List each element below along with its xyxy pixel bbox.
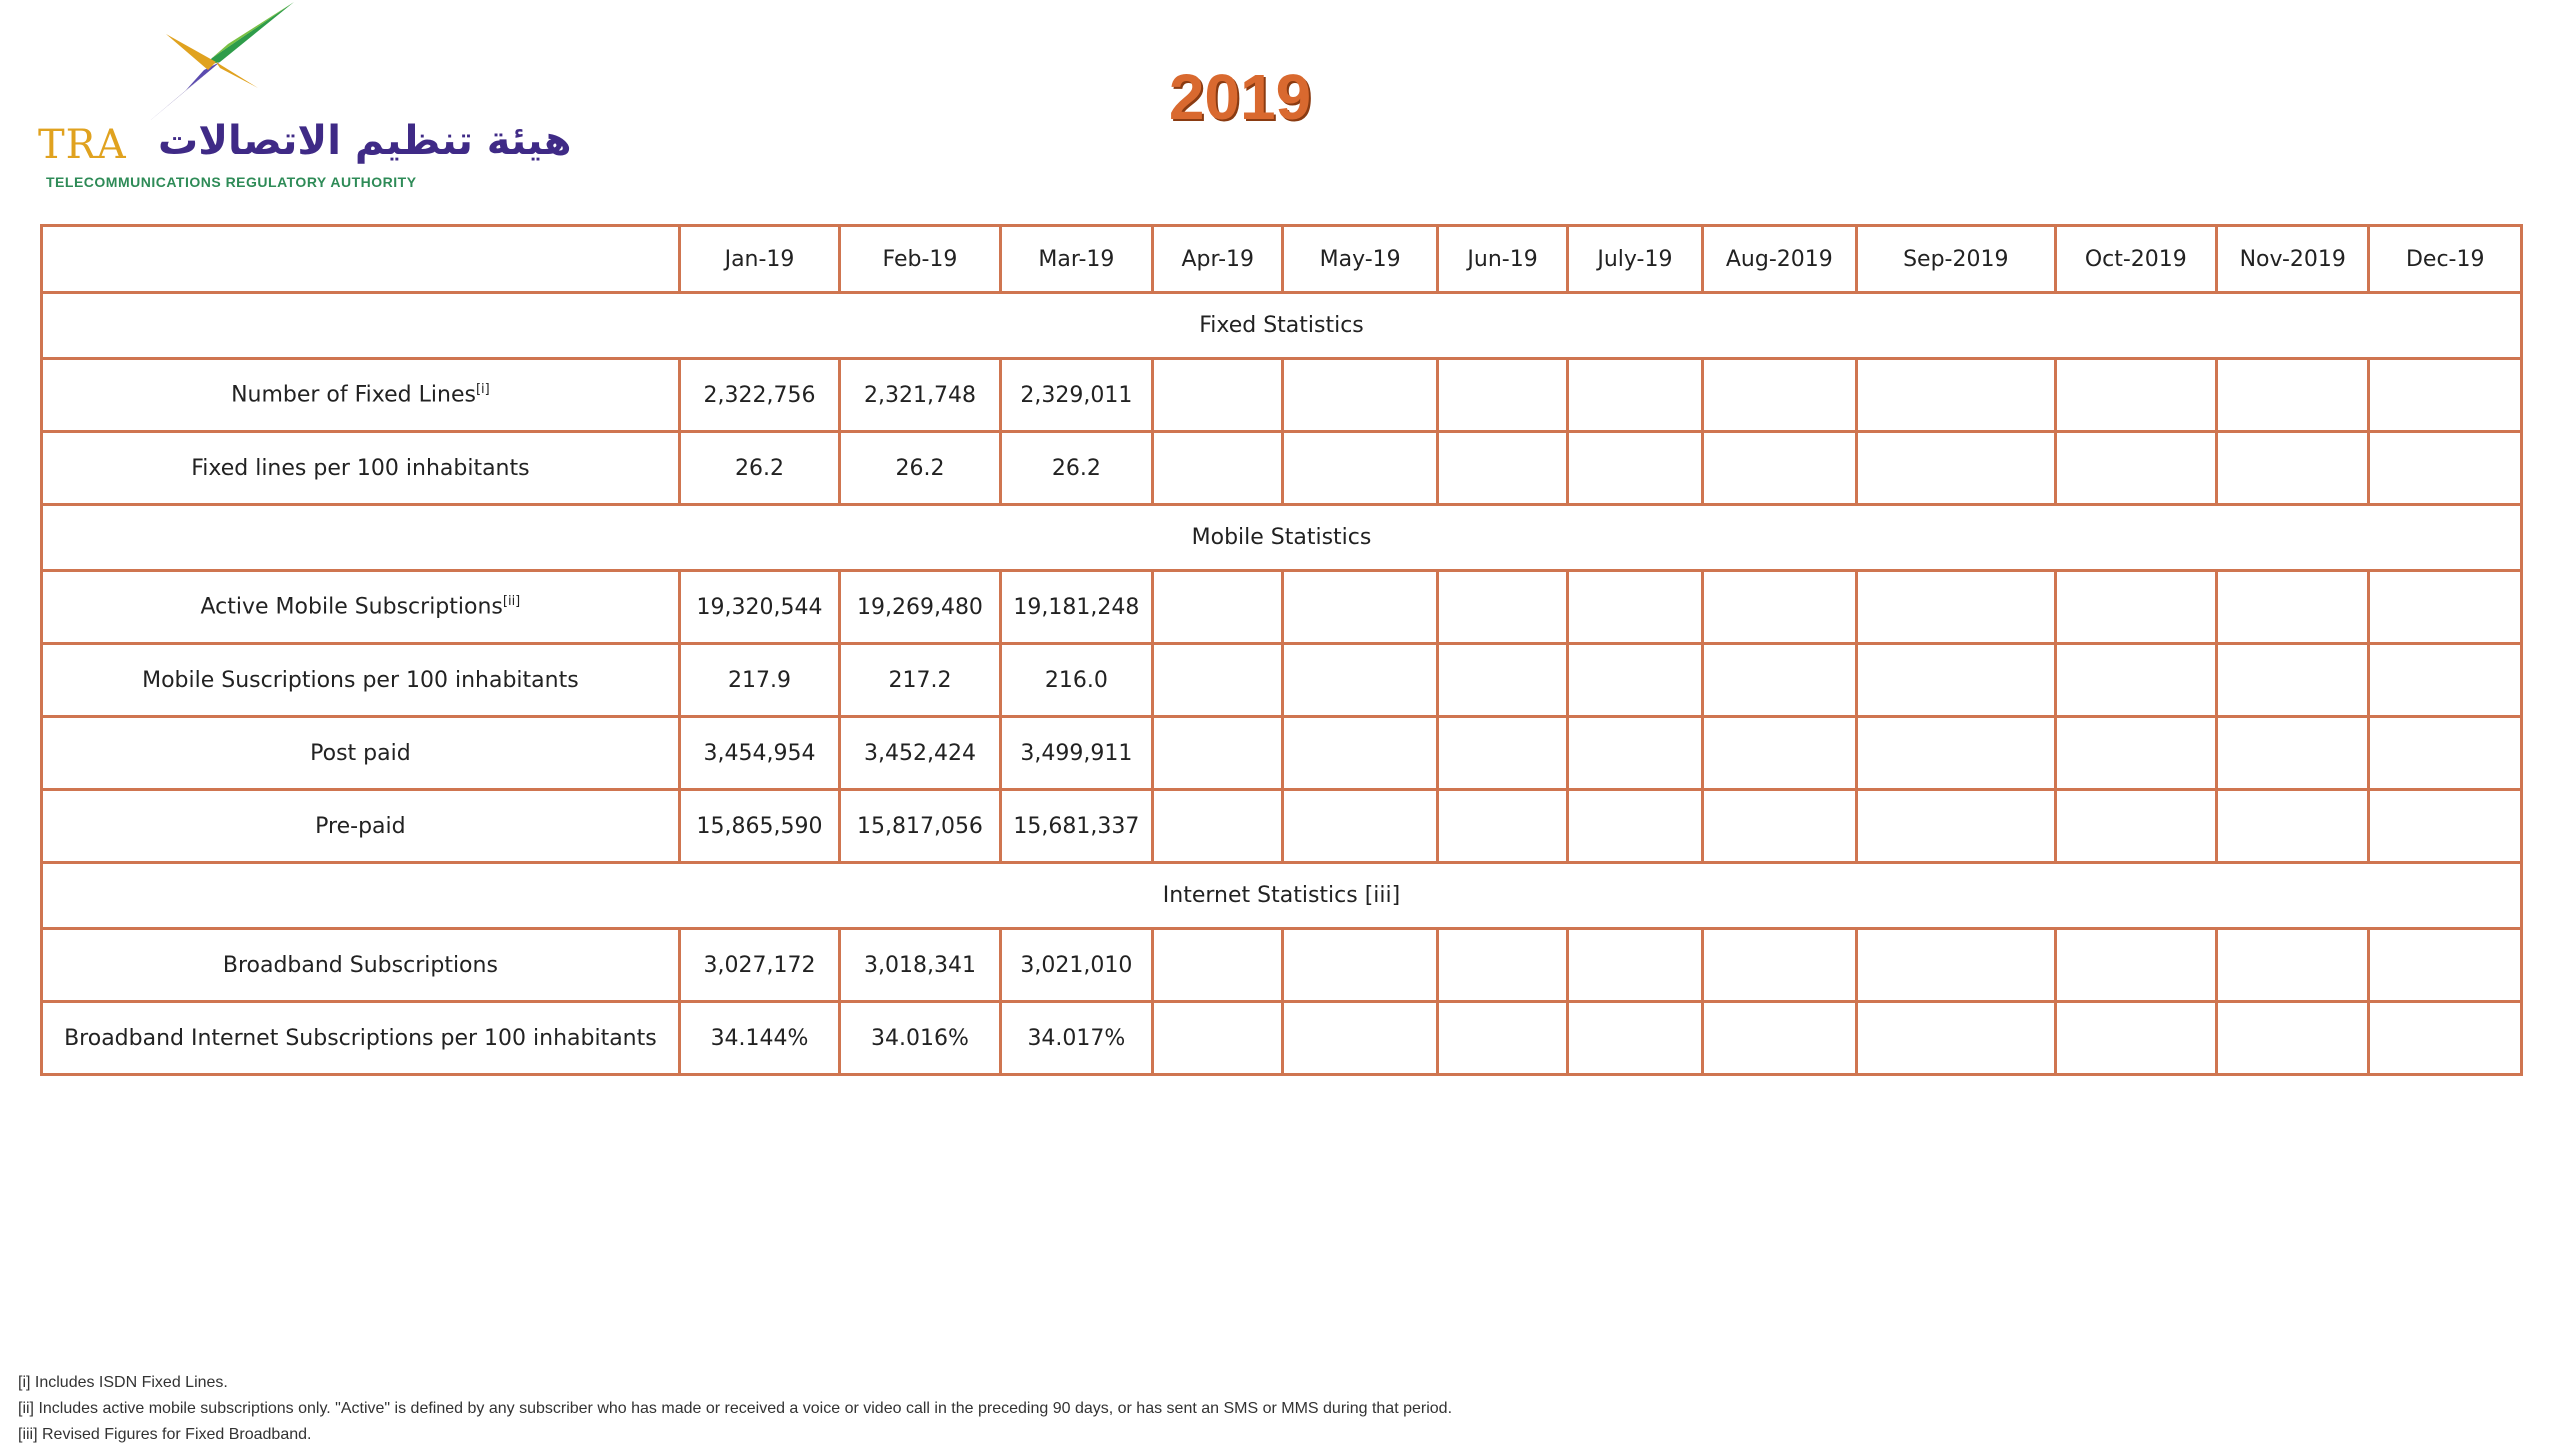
table-body [42,226,2522,1075]
row-label-cell [42,644,680,717]
table-row [42,1002,2522,1075]
row-label: Post paid [310,740,411,766]
value-cell: 26.2 [679,432,839,505]
month-header: Mar-19 [1000,226,1152,293]
value-cell: 216.0 [1000,644,1152,717]
value-cell [1283,571,1437,644]
value-cell [1437,571,1567,644]
value-cell: 26.2 [1000,432,1152,505]
value-cell: 34.016% [840,1002,1000,1075]
tra-x-emblem-icon [108,0,308,120]
month-header: Nov-2019 [2217,226,2369,293]
value-cell [2369,359,2522,432]
value-cell [2217,432,2369,505]
value-cell [2055,790,2216,863]
value-cell [1857,359,2056,432]
month-header: Sep-2019 [1857,226,2056,293]
value-cell [1702,571,1856,644]
value-cell: 3,027,172 [679,929,839,1002]
value-cell [1857,790,2056,863]
table-row [42,717,2522,790]
row-label: Fixed lines per 100 inhabitants [191,455,530,481]
value-cell [1857,571,2056,644]
value-cell [2217,790,2369,863]
value-cell [2369,644,2522,717]
month-header: Aug-2019 [1702,226,1856,293]
row-label: Broadband Internet Subscriptions per 100 inhabitants [64,1025,657,1051]
logo-tra-text: TRA [38,122,127,168]
value-cell [1283,644,1437,717]
value-cell: 19,269,480 [840,571,1000,644]
statistics-table [40,224,2523,1076]
value-cell [1568,571,1702,644]
value-cell [1857,1002,2056,1075]
value-cell [1153,929,1283,1002]
footnote-reference: [i] [475,382,490,398]
value-cell [1568,432,1702,505]
month-header: Oct-2019 [2055,226,2216,293]
value-cell [1702,644,1856,717]
value-cell [2369,432,2522,505]
value-cell [2217,717,2369,790]
value-cell: 2,322,756 [679,359,839,432]
value-cell [1437,359,1567,432]
value-cell [2369,717,2522,790]
section-row [42,505,2522,571]
table-row [42,432,2522,505]
logo-arabic-text: هيئة تنظيم الاتصالات [158,118,572,164]
value-cell [1857,929,2056,1002]
value-cell [1568,717,1702,790]
value-cell [1702,359,1856,432]
section-title: Fixed Statistics [42,293,2522,359]
value-cell [1568,1002,1702,1075]
table-row [42,644,2522,717]
footnote-i: [i] Includes ISDN Fixed Lines. [18,1374,228,1391]
value-cell [1153,1002,1283,1075]
table-row [42,790,2522,863]
value-cell [1857,644,2056,717]
value-cell [2055,717,2216,790]
value-cell [2369,571,2522,644]
value-cell [1153,644,1283,717]
value-cell [1437,644,1567,717]
value-cell: 2,321,748 [840,359,1000,432]
row-label-cell [42,1002,680,1075]
value-cell: 26.2 [840,432,1000,505]
value-cell: 3,454,954 [679,717,839,790]
value-cell [2369,929,2522,1002]
row-label: Mobile Suscriptions per 100 inhabitants [142,667,579,693]
value-cell [1702,717,1856,790]
value-cell: 34.017% [1000,1002,1152,1075]
value-cell [1153,571,1283,644]
value-cell [2055,929,2216,1002]
row-label-cell [42,717,680,790]
table-header-row [42,226,2522,293]
row-label-cell [42,790,680,863]
value-cell [1437,432,1567,505]
value-cell: 3,452,424 [840,717,1000,790]
section-row [42,293,2522,359]
footnote-iii: [iii] Revised Figures for Fixed Broadband. [18,1426,312,1443]
header-corner-cell [42,226,680,293]
month-header: May-19 [1283,226,1437,293]
value-cell [1283,432,1437,505]
value-cell [1283,790,1437,863]
value-cell [1702,1002,1856,1075]
section-title: Internet Statistics [iii] [42,863,2522,929]
table-row [42,929,2522,1002]
value-cell [1153,432,1283,505]
page-title: 2019 [1168,61,1312,133]
value-cell [1437,1002,1567,1075]
value-cell [1283,1002,1437,1075]
value-cell [2217,359,2369,432]
row-label: Broadband Subscriptions [222,952,498,978]
value-cell [1568,644,1702,717]
month-header: Apr-19 [1153,226,1283,293]
value-cell [2217,571,2369,644]
value-cell: 3,018,341 [840,929,1000,1002]
value-cell [1437,717,1567,790]
section-row [42,863,2522,929]
value-cell: 2,329,011 [1000,359,1152,432]
logo-subtitle: TELECOMMUNICATIONS REGULATORY AUTHORITY [46,174,417,190]
value-cell [2055,359,2216,432]
value-cell: 15,681,337 [1000,790,1152,863]
value-cell: 34.144% [679,1002,839,1075]
value-cell [1702,432,1856,505]
row-label-cell [42,929,680,1002]
value-cell [1153,359,1283,432]
value-cell: 217.9 [679,644,839,717]
value-cell [1153,790,1283,863]
value-cell: 19,181,248 [1000,571,1152,644]
row-label: Active Mobile Subscriptions [200,594,503,620]
footnote-reference: [ii] [502,594,521,610]
value-cell [1153,717,1283,790]
table-row [42,359,2522,432]
value-cell [1702,929,1856,1002]
month-header: July-19 [1568,226,1702,293]
value-cell [1283,929,1437,1002]
row-label-cell [42,571,680,644]
value-cell [1568,359,1702,432]
value-cell [2369,790,2522,863]
value-cell [2055,432,2216,505]
value-cell [2217,644,2369,717]
row-label-cell [42,359,680,432]
footnotes [18,1370,1452,1448]
value-cell [2217,929,2369,1002]
value-cell [1568,790,1702,863]
section-title: Mobile Statistics [42,505,2522,571]
value-cell [1568,929,1702,1002]
month-header: Feb-19 [840,226,1000,293]
footnote-ii: [ii] Includes active mobile subscriptions only. "Active" is defined by any subscriber who has made or received a voice or video call in the preceding 90 days, or has sent an SMS or MMS during that period. [18,1400,1453,1417]
value-cell: 19,320,544 [679,571,839,644]
value-cell [1857,432,2056,505]
row-label: Pre-paid [315,813,406,839]
value-cell: 3,499,911 [1000,717,1152,790]
value-cell [2369,1002,2522,1075]
value-cell: 3,021,010 [1000,929,1152,1002]
value-cell [1437,929,1567,1002]
value-cell [2055,571,2216,644]
row-label: Number of Fixed Lines [231,382,476,408]
value-cell [1857,717,2056,790]
value-cell: 217.2 [840,644,1000,717]
month-header: Jun-19 [1437,226,1567,293]
table-row [42,571,2522,644]
value-cell [1437,790,1567,863]
value-cell: 15,865,590 [679,790,839,863]
value-cell [2055,644,2216,717]
value-cell [1283,717,1437,790]
tra-logo [38,0,572,200]
value-cell [2217,1002,2369,1075]
month-header: Jan-19 [679,226,839,293]
value-cell [1283,359,1437,432]
value-cell [2055,1002,2216,1075]
value-cell [1702,790,1856,863]
row-label-cell [42,432,680,505]
value-cell: 15,817,056 [840,790,1000,863]
month-header: Dec-19 [2369,226,2522,293]
